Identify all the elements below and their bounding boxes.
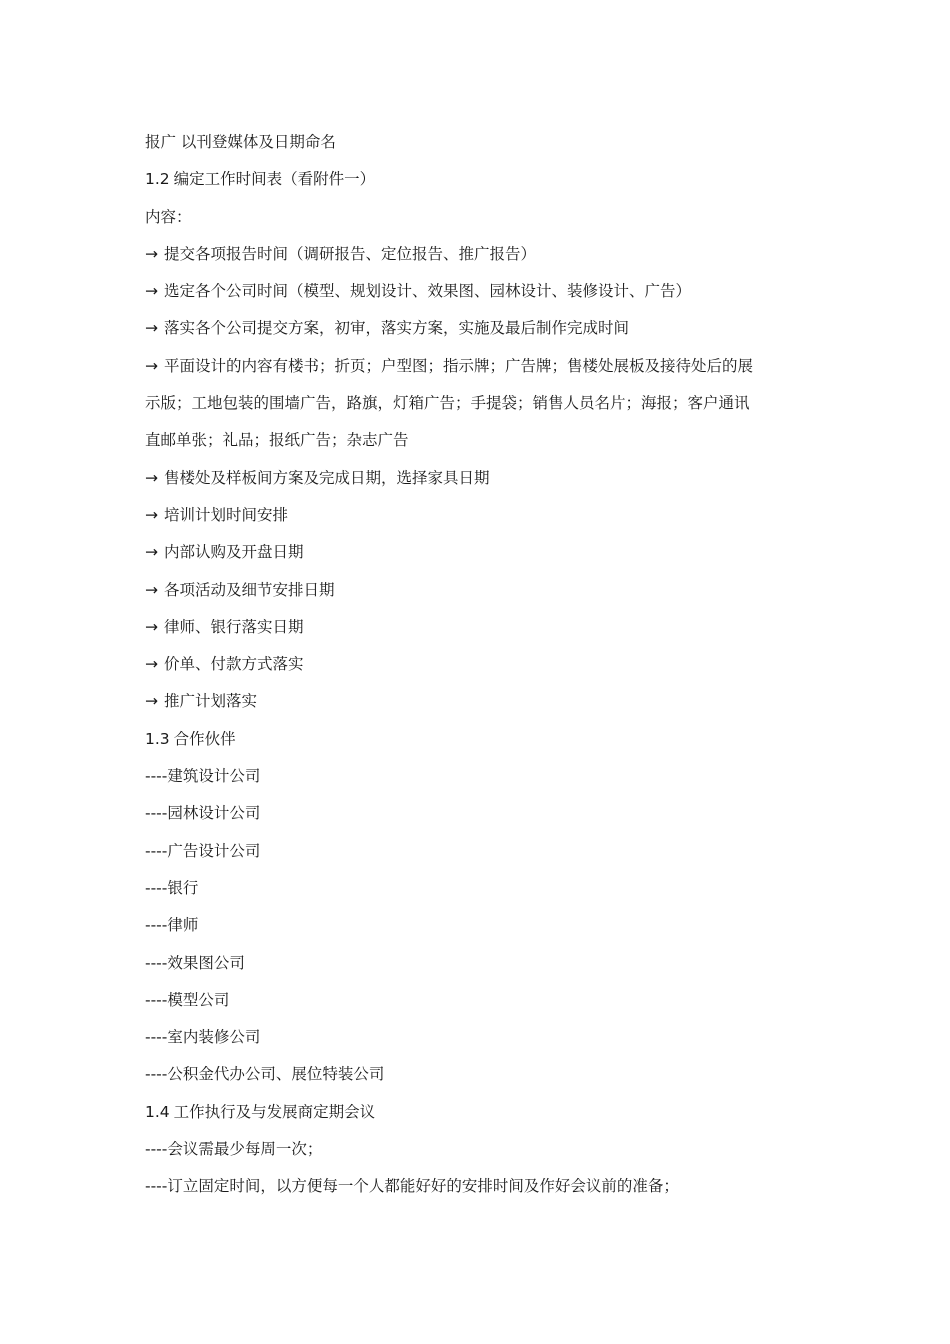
list-item: → 价单、付款方式落实 [145, 646, 825, 683]
section-number: 1.4 [145, 1102, 170, 1121]
list-item: → 培训计划时间安排 [145, 497, 825, 534]
partner-item: ----效果图公司 [145, 953, 245, 972]
meeting-item: ----会议需最少每周一次； [145, 1140, 323, 1159]
list-item-continuation: 直邮单张；礼品；报纸广告；杂志广告 [145, 431, 409, 450]
arrow-icon: → [145, 319, 158, 338]
partner-item: ----室内装修公司 [145, 1028, 261, 1047]
partner-item: ----广告设计公司 [145, 841, 261, 860]
section-title: 合作伙伴 [173, 729, 236, 748]
paragraph-media-naming: 报广 以刊登媒体及日期命名 [145, 133, 336, 151]
heading-1-3 [145, 721, 825, 758]
list-item: → 平面设计的内容有楼书；折页；户型图；指示牌；广告牌；售楼处展板及接待处后的展 [145, 348, 825, 385]
arrow-icon: → [145, 543, 158, 562]
arrow-icon: → [145, 282, 158, 301]
section-number: 1.2 [145, 170, 170, 189]
list-item: → 提交各项报告时间（调研报告、定位报告、推广报告） [145, 236, 825, 273]
list-item: → 选定各个公司时间（模型、规划设计、效果图、园林设计、装修设计、广告） [145, 273, 825, 310]
list-item: → 售楼处及样板间方案及完成日期，选择家具日期 [145, 460, 825, 497]
heading-1-4 [145, 1094, 825, 1131]
arrow-icon: → [145, 468, 158, 487]
arrow-icon: → [145, 655, 158, 674]
list-item: → 推广计划落实 [145, 683, 825, 720]
list-item: → 律师、银行落实日期 [145, 609, 825, 646]
partner-item: ----律师 [145, 916, 199, 935]
list-item: → 各项活动及细节安排日期 [145, 572, 825, 609]
heading-1-2 [145, 161, 825, 198]
section-number: 1.3 [145, 729, 170, 748]
section-title: 工作执行及与发展商定期会议 [173, 1102, 376, 1121]
partner-item: ----建筑设计公司 [145, 767, 261, 786]
arrow-icon: → [145, 505, 158, 524]
partner-item: ----园林设计公司 [145, 804, 261, 823]
content-label: 内容： [145, 207, 192, 226]
arrow-icon: → [145, 244, 158, 263]
arrow-icon: → [145, 617, 158, 636]
arrow-icon: → [145, 356, 158, 375]
partner-item: ----银行 [145, 878, 199, 897]
partner-item: ----模型公司 [145, 990, 230, 1009]
partner-item: ----公积金代办公司、展位特装公司 [145, 1065, 385, 1084]
arrow-icon: → [145, 692, 158, 711]
list-item: → 落实各个公司提交方案，初审，落实方案，实施及最后制作完成时间 [145, 310, 825, 347]
list-item-continuation: 示版；工地包装的围墙广告，路旗，灯箱广告；手提袋；销售人员名片；海报；客户通讯 [145, 394, 750, 413]
arrow-icon: → [145, 580, 158, 599]
list-item: → 内部认购及开盘日期 [145, 534, 825, 571]
document-page [145, 124, 825, 1206]
meeting-item: ----订立固定时间，以方便每一个人都能好好的安排时间及作好会议前的准备； [145, 1177, 679, 1196]
section-title: 编定工作时间表（看附件一） [173, 170, 376, 189]
